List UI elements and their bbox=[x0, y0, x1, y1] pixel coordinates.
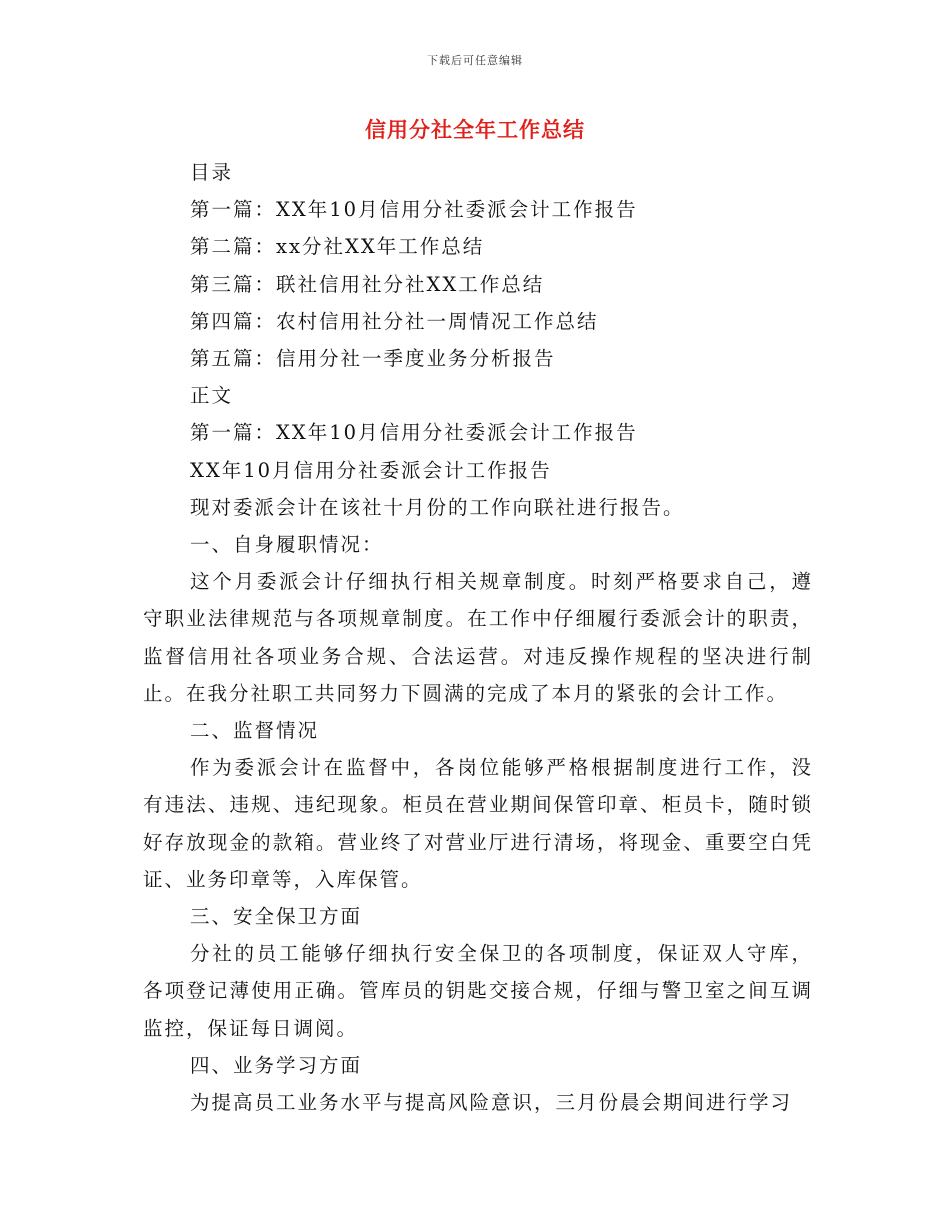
section-heading: 二、监督情况 bbox=[190, 719, 320, 743]
section-paragraph: 分社的员工能够仔细执行安全保卫的各项制度，保证双人守库，各项登记薄使用正确。管库员的钥匙交接合规，仔细与警卫室之间互调监控，保证每日调阅。 bbox=[143, 942, 813, 1040]
section-heading: 一、自身履职情况： bbox=[190, 533, 384, 557]
section-paragraph: 为提高员工业务水平与提高风险意识，三月份晨会期间进行学习 bbox=[190, 1091, 793, 1115]
section-heading: 三、安全保卫方面 bbox=[190, 905, 363, 929]
document-title: 信用分社全年工作总结 bbox=[365, 118, 585, 142]
section-paragraph: 这个月委派会计仔细执行相关规章制度。时刻严格要求自己，遵守职业法律规范与各项规章制度。在工作中仔细履行委派会计的职责，监督信用社各项业务合规、合法运营。对违反操作规程的坚决进行制止。在我分社职工共同努力下圆满的完成了本月的紧张的会计工作。 bbox=[143, 570, 813, 705]
intro-paragraph: 现对委派会计在该社十月份的工作向联社进行报告。 bbox=[190, 495, 685, 519]
header-note: 下载后可任意编辑 bbox=[427, 54, 523, 67]
section-heading: 四、业务学习方面 bbox=[190, 1053, 363, 1077]
article-title: XX年10月信用分社委派会计工作报告 bbox=[190, 458, 552, 482]
toc-item: 第三篇：联社信用社分社XX工作总结 bbox=[190, 272, 545, 296]
toc-item: 第四篇：农村信用社分社一周情况工作总结 bbox=[190, 309, 599, 333]
body-heading: 正文 bbox=[190, 384, 234, 408]
toc-item: 第五篇：信用分社一季度业务分析报告 bbox=[190, 347, 556, 371]
document-body bbox=[143, 154, 813, 1121]
article-label: 第一篇：XX年10月信用分社委派会计工作报告 bbox=[190, 421, 638, 445]
toc-heading: 目录 bbox=[190, 161, 234, 184]
section-paragraph: 作为委派会计在监督中，各岗位能够严格根据制度进行工作，没有违法、违规、违纪现象。柜员在营业期间保管印章、柜员卡，随时锁好存放现金的款箱。营业终了对营业厅进行清场，将现金、重要空白凭证、业务印章等，入库保管。 bbox=[143, 756, 813, 891]
toc-item: 第二篇：xx分社XX年工作总结 bbox=[190, 235, 485, 259]
toc-item: 第一篇：XX年10月信用分社委派会计工作报告 bbox=[190, 198, 638, 222]
